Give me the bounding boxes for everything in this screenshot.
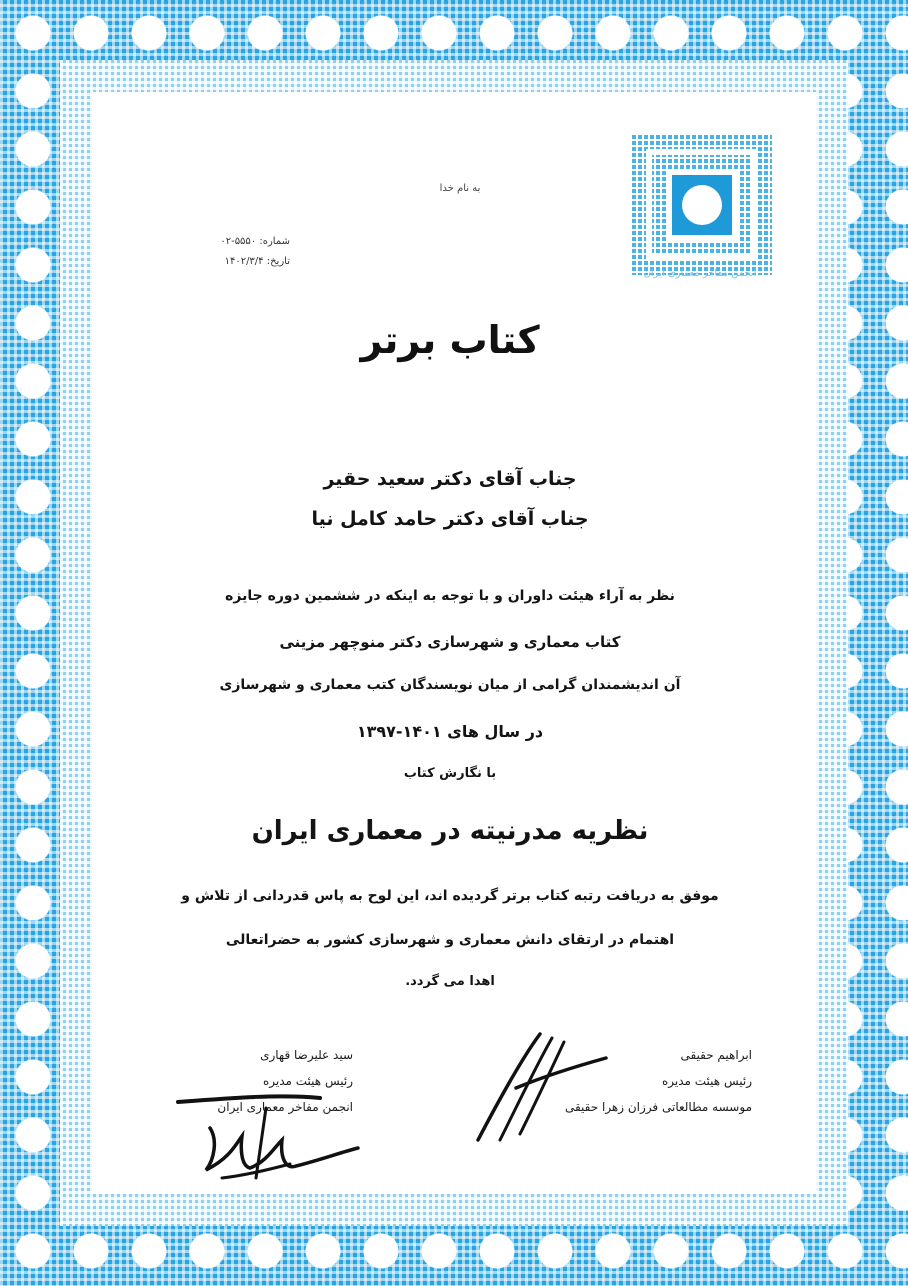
signatory-organization: انجمن مفاخر معماری ایران <box>217 1100 353 1114</box>
recipient-name: جناب آقای دکتر حامد کامل نیا <box>311 508 589 530</box>
body-line: آن اندیشمندان گرامی از میان نویسندگان کتب معماری و شهرسازی <box>219 677 681 693</box>
award-years: در سال های ۱۴۰۱-۱۳۹۷ <box>356 722 544 741</box>
logo-caption: انجمن مفاخر معماری ایران <box>643 268 757 279</box>
association-logo-icon <box>632 135 772 275</box>
book-title: نظریه مدرنیته در معماری ایران <box>251 816 649 846</box>
handwritten-signature-right-icon <box>470 1028 610 1148</box>
certificate-title: کتاب برتر <box>360 318 540 362</box>
body-line: با نگارش کتاب <box>403 766 497 781</box>
reference-block <box>170 232 290 272</box>
issue-date: تاریخ: ۱۴۰۲/۳/۴ <box>224 256 290 267</box>
body-line: اهدا می گردد. <box>405 974 495 989</box>
signatory-name: ابراهیم حقیقی <box>680 1048 752 1062</box>
basmala-text: به نام خدا <box>439 183 481 194</box>
signatory-role: رئیس هیئت مدیره <box>262 1074 353 1088</box>
signatory-role: رئیس هیئت مدیره <box>661 1074 752 1088</box>
body-line: اهتمام در ارتقای دانش معماری و شهرسازی کشور به حضراتعالی <box>225 932 675 948</box>
reference-number: شماره: ۵۵۵۰-۰۲ <box>220 236 290 247</box>
recipient-name: جناب آقای دکتر سعید حقیر <box>323 468 577 490</box>
body-line: موفق به دریافت رتبه کتاب برتر گردیده اند، این لوح به پاس قدردانی از تلاش و <box>181 888 719 904</box>
signatory-name: سید علیرضا قهاری <box>260 1048 353 1062</box>
award-name: کتاب معماری و شهرسازی دکتر منوچهر مزینی <box>279 633 621 651</box>
signatory-organization: موسسه مطالعاتی فرزان زهرا حقیقی <box>564 1100 752 1114</box>
body-line: نظر به آراء هیئت داوران و با توجه به اینکه در ششمین دوره جایزه <box>225 588 675 604</box>
handwritten-signature-left-icon <box>170 1078 370 1188</box>
